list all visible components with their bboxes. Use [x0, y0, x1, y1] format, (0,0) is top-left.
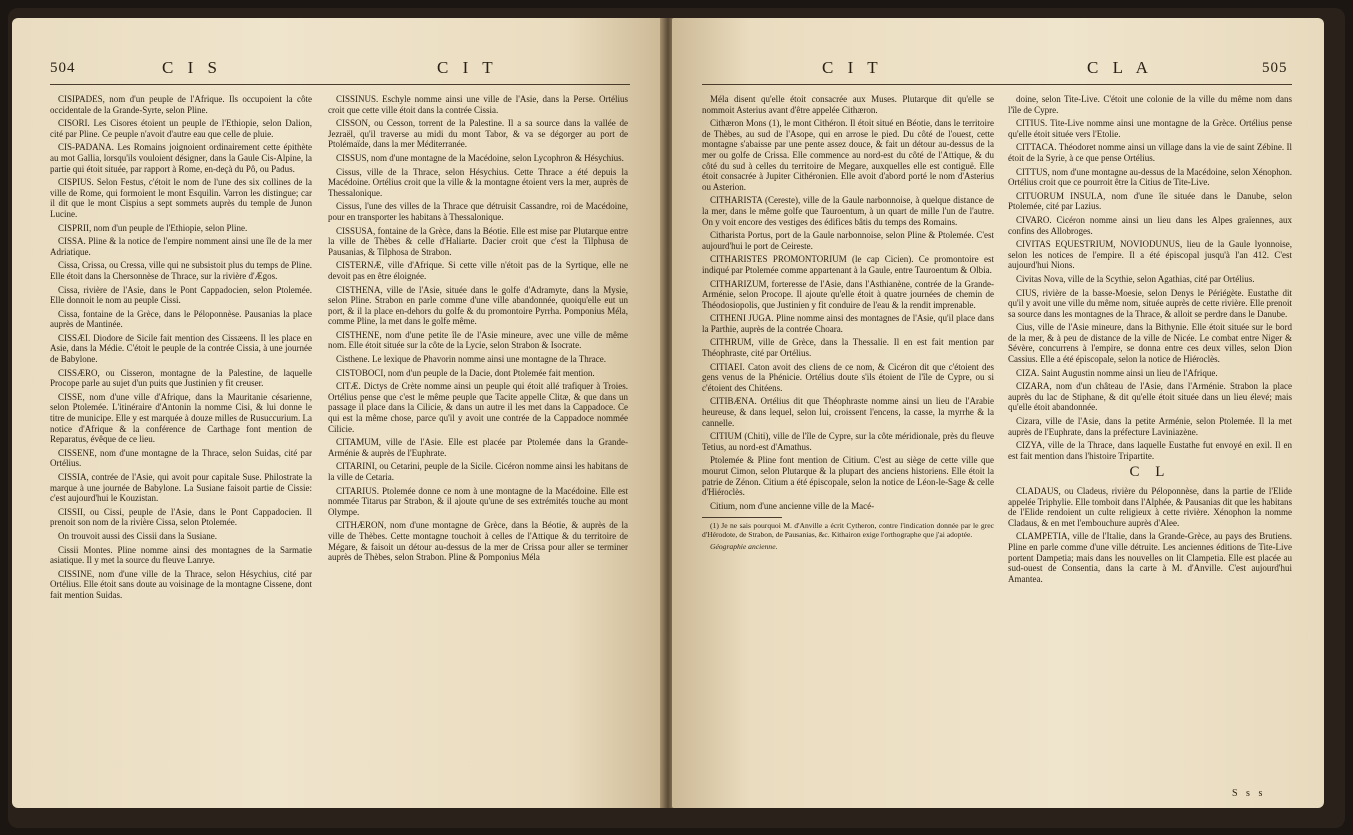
entry: CITIAEI. Caton avoit des cliens de ce nom, & Cicéron dit que c'étoient des gens venus de la Phénicie. Ortélius doute s'ils étoient de l'île de Cypre, ou si c'étoient des Chitéens. — [702, 361, 994, 393]
left-page-column-2 — [328, 94, 628, 566]
entry: CITUORUM INSULA, nom d'une île située dans le Danube, selon Ptolemée, cité par Lazius. — [1008, 190, 1292, 212]
entry: CISSINUS. Eschyle nomme ainsi une ville de l'Asie, dans la Perse. Ortélius croit que cette ville étoit dans la contrée Cissia. — [328, 94, 628, 115]
entry: CIVARO. Cicéron nomme ainsi un lieu dans les Alpes graïennes, aux confins des Allobroges. — [1008, 214, 1292, 236]
entry: Cithæron Mons (1), le mont Cithéron. Il étoit situé en Béotie, dans le territoire de Thèbes, au sud de l'Asope, qui en arrose le pied. Du côté de l'ouest, cette montagne s'abaisse par une pente assez douce, & fait un détour au-dessus de la mer ou golfe de Crissa. Elle commence au nord-est du côté de l'Attique, & du côté du sud à celles du territoire de Megare, auxquelles elle est contiguë. Elle étoit consacrée à Jupiter Cithéronien. Elle avoit d'abord porté le nom d'Asterius ou Asterion. — [702, 118, 994, 192]
entry: CISSA. Pline & la notice de l'empire nomment ainsi une île de la mer Adriatique. — [50, 236, 312, 257]
entry: Cissus, l'une des villes de la Thrace que détruisit Cassandre, roi de Macédoine, pour en transporter les habitans à Thessalonique. — [328, 201, 628, 222]
entry: CITHARISTES PROMONTORIUM (le cap Cicien). Ce promontoire est indiqué par Ptolemée comme appartenant à la Gaule, entre Tauroentum & Olbia. — [702, 254, 994, 275]
entry: CISPRII, nom d'un peuple de l'Ethiopie, selon Pline. — [58, 222, 248, 233]
entry: CITIUS. Tite-Live nomme ainsi une montagne de la Grèce. Ortélius pense qu'elle étoit située vers l'Etolie. — [1008, 118, 1292, 139]
entry: CISSE, nom d'une ville d'Afrique, dans la Mauritanie césarienne, selon Ptolemée. L'itinéraire d'Antonin la nomme Cisi, & lui donne le titre de municipe. Elle y est marquée à douze milles de Rusuccurium. La notice d'Afrique & la conférence de Carthage font mention de Reparatus, évêque de ce lieu. — [50, 391, 312, 445]
entry: CITIBÆNA. Ortélius dit que Théophraste nomme ainsi un lieu de l'Arabie heureuse, & dans lequel, selon lui, croissent l'encens, la casse, la myrrhe & la cannelle. — [702, 396, 994, 428]
entry: CISSIA, contrée de l'Asie, qui avoit pour capitale Suse. Philostrate la marque à une journée de Babylone. La Susiane faisoit partie de Cissie: c'est aujourd'hui le Kouzistan. — [50, 472, 312, 504]
entry: CISTHENE, nom d'une petite île de l'Asie mineure, avec une ville de même nom. Elle étoit située sur la côte de la Lycie, selon Strabon & Isocrate. — [328, 329, 628, 351]
entry: CISSINE, nom d'une ville de la Thrace, selon Hésychius, cité par Ortélius. Elle étoit sans doute au voisinage de la montagne Cissene, dont fait mention Suidas. — [50, 568, 312, 600]
entry: CIS-PADANA. Les Romains joignoient ordinairement cette épithète au mot Gallia, lorsqu'ils vouloient désigner, dans la Gaule Cis-Alpine, la partie qui étoit située, par rapport à Rome, en-deçà du Pô, ou Padus. — [50, 142, 312, 174]
entry: CLADAUS, ou Cladeus, rivière du Péloponnèse, dans la partie de l'Elide appelée Triphylie. Elle tomboit dans l'Alphée, & Pausanias dit que les habitans de l'Elide rendoient un culte religieux à cette rivière. Xénophon la nomme Cladaus, & en met l'embouchure auprès d'Alee. — [1008, 486, 1292, 528]
entry: CITIUM (Chiti), ville de l'île de Cypre, sur la côte méridionale, près du fleuve Tetius, au nord-est d'Amathus. — [702, 431, 994, 452]
entry: CLAMPETIA, ville de l'Italie, dans la Grande-Grèce, au pays des Brutiens. Pline en parle comme d'une ville détruite. Les anciennes éditions de Tite-Live portent Dampetia; mais dans les nouvelles on lit Clampetia. Elle est placée au sud-ouest de Consentia, dans la carte à M. d'Anville. C'est aujourd'hui Amantea. — [1008, 531, 1292, 584]
footer-title: Géographie ancienne. — [710, 542, 778, 552]
header-rule — [702, 84, 1292, 85]
page-number: 504 — [50, 60, 76, 76]
entry: CISSUS, nom d'une montagne de la Macédoine, selon Lycophron & Hésychius. — [336, 152, 624, 163]
running-head: C I T — [437, 58, 498, 77]
entry: Civitas Nova, ville de la Scythie, selon Agathias, cité par Ortélius. — [1016, 273, 1255, 284]
entry: CISSON, ou Cesson, torrent de la Palestine. Il a sa source dans la vallée de Jezraël, qu'il traverse au midi du mont Tabor, & va se dégorger au port de Ptolémaïde, dans la mer Méditerranée. — [328, 118, 628, 150]
entry: CIVITAS EQUESTRIUM, NOVIODUNUS, lieu de la Gaule lyonnoise, selon les notices de l'empire. Il a été épiscopal jusqu'à l'an 412. C'est aujourd'hui Nions. — [1008, 239, 1292, 271]
left-page-header — [12, 58, 664, 84]
left-page — [12, 18, 664, 808]
entry: CIZYA, ville de la Thrace, dans laquelle Eustathe fut envoyé en exil. Il en est fait mention dans l'histoire Tripartite. — [1008, 440, 1292, 461]
entry: CIUS, rivière de la basse-Moesie, selon Denys le Périégète. Eustathe dit qu'il y avoit une ville du même nom, située auprès de cette rivière. Elle prenoit sa source dans les montagnes de la Thrace, & alloit se perdre dans le Danube. — [1008, 287, 1292, 319]
entry: CISSÆRO, ou Cisseron, montagne de la Palestine, de laquelle Procope parle au sujet d'un puits que Justinien y fit creuser. — [50, 367, 312, 389]
entry: doine, selon Tite-Live. C'étoit une colonie de la ville du même nom dans l'île de Cypre. — [1008, 94, 1292, 115]
entry: CITHÆRON, nom d'une montagne de Grèce, dans la Béotie, & auprès de la ville de Thèbes. Cette montagne touchoit à celles de l'Attique & du territoire de Mégare, & faisoit un détour au-dessus de la mer de Crissa pour aller se terminer auprès de Thèbes, selon Strabon. Pline & Pomponius Méla — [328, 520, 628, 563]
entry: CITAMUM, ville de l'Asie. Elle est placée par Ptolemée dans la Grande-Arménie & auprès de l'Euphrate. — [328, 437, 628, 458]
entry: CIZA. Saint Augustin nomme ainsi un lieu de l'Afrique. — [1016, 367, 1218, 378]
section-heading: C L — [1129, 464, 1171, 481]
entry: Cissa, fontaine de la Grèce, dans le Péloponnèse. Pausanias la place auprès de Mantinée. — [50, 308, 312, 330]
entry: CITARINI, ou Cetarini, peuple de la Sicile. Cicéron nomme ainsi les habitans de la ville de Cetaria. — [328, 461, 628, 482]
header-rule — [50, 84, 630, 85]
entry: Cius, ville de l'Asie mineure, dans la Bithynie. Elle étoit située sur le bord de la mer, & à peu de distance de la ville de Nicée. Le combat entre Niger & Sévère, concurrens à l'empire, se donna entre ces deux villes, selon Dion Cassius. Elle a été épiscopale, selon la notice de Hiéroclès. — [1008, 322, 1292, 365]
signature-mark: S s s — [1232, 788, 1266, 799]
entry: CISSÆI. Diodore de Sicile fait mention des Cissæens. Il les place en Asie, dans la Médie. C'étoit le peuple de la contrée Cissia, à une journée de Babylone. — [50, 332, 312, 365]
entry: CISSII, ou Cissi, peuple de l'Asie, dans le Pont Cappadocien. Il prenoit son nom de la rivière Cissa, selon Ptolemée. — [50, 506, 312, 528]
entry: Cissus, ville de la Thrace, selon Hésychius. Cette Thrace a été depuis la Macédoine. Ortélius croit que la ville & la montagne étoient vers la mer, auprès de Thessalonique. — [328, 166, 628, 198]
running-head: C I T — [822, 58, 883, 77]
entry: CISPIUS. Selon Festus, c'étoit le nom de l'une des six collines de la ville de Rome, qui formoient le mont Esquilin. Varron les distingue; car il dit que le mont Cispius a sept sommets auprès du temple de Junon Lucine. — [50, 177, 312, 219]
entry: CISIPADES, nom d'un peuple de l'Afrique. Ils occupoient la côte occidentale de la Grande-Syrte, selon Pline. — [50, 94, 312, 115]
right-page-header — [672, 58, 1324, 84]
page-number: 505 — [1262, 60, 1288, 76]
entry: CITHARISTA (Cereste), ville de la Gaule narbonnoise, à quelque distance de la mer, dans le même golfe que Tauroentum, à un quart de mille l'un de l'autre. On y voit encore des vestiges des édifices bâtis du temps des Romains. — [702, 195, 994, 227]
entry: CITTACA. Théodoret nomme ainsi un village dans la vie de saint Zébine. Il étoit de la Syrie, à ce que pense Ortélius. — [1008, 142, 1292, 163]
entry: CITHRUM, ville de Grèce, dans la Thessalie. Il en est fait mention par Théophraste, cité par Ortélius. — [702, 337, 994, 359]
entry: Cissa, Crissa, ou Cressa, ville qui ne subsistoit plus du temps de Pline. Elle étoit dans la Chersonnèse de Thrace, sur la rivière d'Ægos. — [50, 260, 312, 281]
entry: Cizara, ville de l'Asie, dans la petite Arménie, selon Ptolemée. Il la met auprès de l'Euphrate, dans la préfecture Laviniazène. — [1008, 416, 1292, 437]
entry: CITÆ. Dictys de Crète nomme ainsi un peuple qui étoit allé trafiquer à Troies. Ortélius pense que c'est le même peuple que Tacite appelle Clitæ, & que dans un passage il place dans la Cilicie, & dans un autre il les met dans la Cappadoce. Ce qui est la même chose, parce qu'il y avoit une contrée de la Cappadoce nommée Cilicie. — [328, 381, 628, 434]
entry: CITHENI JUGA. Pline nomme ainsi des montagnes de l'Asie, qu'il place dans la Parthie, auprès de la contrée Choara. — [702, 313, 994, 334]
entry: CISSUSA, fontaine de la Grèce, dans la Béotie. Elle est mise par Plutarque entre la ville de Thèbes & celle d'Haliarte. Dacier croit que c'est la Tilphusa de Pausanias, & Tilphosa de Strabon. — [328, 225, 628, 257]
right-page — [672, 18, 1324, 808]
footnote: (1) Je ne sais pourquoi M. d'Anville a écrit Cytheron, contre l'indication donnée par le grec d'Hérodote, de Strabon, de Pausanias, &c. Kithairon exige l'orthographe que j'ai adoptée. — [702, 521, 994, 540]
entry: CITHARIZUM, forteresse de l'Asie, dans l'Asthianène, contrée de la Grande-Arménie, selon Procope. Il ajoute qu'elle étoit à quatre journées de chemin de Théodosiopolis, que Justinien y fit conduire de l'eau & la rendit imprenable. — [702, 278, 994, 310]
entry: CISTHENA, ville de l'Asie, située dans le golfe d'Adramyte, dans la Mysie, selon Pline. Strabon en parle comme d'une ville abandonnée, quoiqu'elle eut un port, & il la place en-dehors du golfe & du promontoire Pyrrha. Pomponius Méla, comme Pline, la met dans le golfe même. — [328, 284, 628, 327]
entry: Cisthene. Le lexique de Phavorin nomme ainsi une montagne de la Thrace. — [336, 354, 607, 365]
entry: On trouvoit aussi des Cissii dans la Susiane. — [58, 530, 217, 541]
entry: CISTOBOCI, nom d'un peuple de la Dacie, dont Ptolemée fait mention. — [336, 367, 595, 378]
left-page-column-1 — [50, 94, 312, 604]
entry: CITARIUS. Ptolemée donne ce nom à une montagne de la Macédoine. Elle est nommée Titarus par Strabon, & il ajoute qu'une de ses extrémités touche au mont Olympe. — [328, 485, 628, 517]
entry: CISTERNÆ, ville d'Afrique. Si cette ville n'étoit pas de la Syrtique, elle ne devoit pas en être éloignée. — [328, 260, 628, 281]
entry: CISORI. Les Cisores étoient un peuple de l'Ethiopie, selon Dalion, cité par Pline. Ce peuple n'avoit d'autre eau que celle de pluie. — [50, 118, 312, 139]
entry: CISSENE, nom d'une montagne de la Thrace, selon Suidas, cité par Ortélius. — [50, 447, 312, 469]
footnote-rule — [702, 517, 782, 518]
running-head: C L A — [1087, 58, 1153, 77]
right-page-column-2 — [1008, 94, 1292, 587]
entry: Méla disent qu'elle étoit consacrée aux Muses. Plutarque dit qu'elle se nommoit Asterius avant d'être appelée Cithæron. — [702, 94, 994, 115]
entry: CIZARA, nom d'un château de l'Asie, dans l'Arménie. Strabon la place auprès du lac de Stiphane, & dit qu'elle étoit située dans un lieu élevé; mais qu'elle étoit abandonnée. — [1008, 381, 1292, 413]
right-page-column-1 — [702, 94, 994, 554]
running-head: C I S — [162, 58, 222, 77]
entry: Cissa, rivière de l'Asie, dans le Pont Cappadocien, selon Ptolemée. Elle donnoit le nom au peuple Cissi. — [50, 284, 312, 306]
entry: CITTUS, nom d'une montagne au-dessus de la Macédoine, selon Xénophon. Ortélius croit que ce pourroit être la Citius de Tite-Live. — [1008, 166, 1292, 188]
entry: Citharista Portus, port de la Gaule narbonnoise, selon Pline & Ptolemée. C'est aujourd'hui le port de Ceireste. — [702, 230, 994, 251]
entry: Cissii Montes. Pline nomme ainsi des montagnes de la Sarmatie asiatique. Il y met la source du fleuve Lanrye. — [50, 544, 312, 566]
entry: Ptolemée & Pline font mention de Citium. C'est au siège de cette ville que mourut Cimon, selon Plutarque & la plupart des anciens historiens. Elle étoit la patrie de Zénon. Citium a été épiscopale, selon la notice de Léon-le-Sage & celle d'Hiéroclès. — [702, 455, 994, 498]
entry: Citium, nom d'une ancienne ville de la Macé- — [710, 500, 875, 511]
